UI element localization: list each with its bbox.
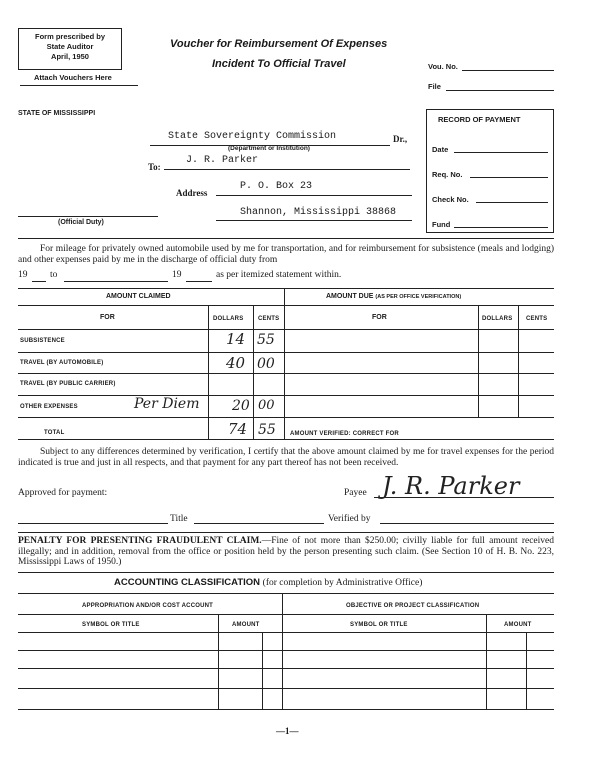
col-cents-right: CENTS [526,316,548,322]
certification-text: Subject to any differences determined by verification, I certify that the above amount claimed by me for travel expenses for the period indicated is true and just in all respects, and that payment for any part thereof has not been received. [18,447,554,468]
travel-auto-cents: 00 [257,356,275,372]
statement-period: 19 [18,270,28,280]
symbol-header-left: SYMBOL OR TITLE [82,622,140,628]
form-prescribed-box [18,28,122,70]
address-line2: Shannon, Mississippi 38868 [240,207,397,218]
statement-year2: 19 [172,270,182,280]
title-label: Title [170,514,188,524]
amount-header-left: AMOUNT [232,622,260,628]
amount-due-header: AMOUNT DUE (AS PER OFFICE VERIFICATION) [326,293,462,300]
department-caption: (Department or Institution) [228,145,310,152]
total-dollars: 74 [228,420,248,438]
address-line1: P. O. Box 23 [240,181,313,192]
record-of-payment-title: RECORD OF PAYMENT [438,115,521,124]
department-value: State Sovereignty Commission [168,131,337,142]
file-label: File [428,82,441,91]
official-duty-caption: (Official Duty) [58,219,104,226]
statement-suffix: as per itemized statement within. [216,270,342,280]
payee-label: Payee [344,488,367,498]
amount-claimed-header: AMOUNT CLAIMED [106,293,171,300]
total-cents: 55 [258,422,276,438]
travel-auto-dollars: 40 [226,354,246,372]
col-for-right: FOR [372,314,387,321]
accounting-title: ACCOUNTING CLASSIFICATION (for completion by Administrative Office) [114,577,423,588]
objective-header: OBJECTIVE OR PROJECT CLASSIFICATION [346,603,480,609]
col-dollars-left: DOLLARS [213,316,244,322]
symbol-header-right: SYMBOL OR TITLE [350,622,408,628]
record-fund-label: Fund [432,220,451,229]
form-prescribed-line: State Auditor [46,42,94,51]
form-prescribed-line: April, 1950 [51,52,89,61]
record-req-field[interactable] [470,177,548,178]
file-field[interactable] [446,90,554,91]
attach-vouchers-label: Attach Vouchers Here [34,73,112,82]
subsistence-cents: 55 [257,332,275,348]
to-label: To: [148,162,161,172]
record-date-field[interactable] [454,152,548,153]
page-number: —1— [276,726,299,736]
other-cents: 00 [258,398,275,413]
to-name: J. R. Parker [186,155,259,166]
statement-text: For mileage for privately owned automobile used by me for transportation, and for reimbursement for subsistence (meals and lodging) and other expenses paid by me in the discharge of official duty from [18,244,554,265]
col-for-left: FOR [100,314,115,321]
approved-signature-line[interactable] [18,523,168,524]
record-fund-field[interactable] [454,227,548,228]
row-other-label: OTHER EXPENSES [20,404,78,410]
record-date-label: Date [432,145,449,154]
form-title: Voucher for Reimbursement Of Expenses [170,38,388,50]
vou-no-field[interactable] [462,70,554,71]
form-subtitle: Incident To Official Travel [212,58,346,70]
row-subsistence-label: SUBSISTENCE [20,338,65,344]
appropriation-header: APPROPRIATION AND/OR COST ACCOUNT [82,603,214,609]
per-diem-note: Per Diem [134,396,200,412]
other-dollars: 20 [232,398,250,414]
form-prescribed-line: Form prescribed by [34,32,106,41]
record-check-label: Check No. [432,195,469,204]
row-travel-auto-label: TRAVEL (BY AUTOMOBILE) [20,360,104,366]
row-travel-public-label: TRAVEL (BY PUBLIC CARRIER) [20,381,116,387]
payee-signature: J. R. Parker [382,472,520,500]
record-check-field[interactable] [476,202,548,203]
col-dollars-right: DOLLARS [482,316,513,322]
penalty-text: PENALTY FOR PRESENTING FRAUDULENT CLAIM.—Fine of not more than $250.00; civilly liable for full amount received illegally; and in addition, removal from the office or position held by the person presenting such claim. (See Section 10 of H. B. No. 223, Mississippi Laws of 1950.) [18,536,554,567]
col-cents-left: CENTS [258,316,280,322]
row-total-label: TOTAL [44,430,65,436]
penalty-heading: PENALTY FOR PRESENTING FRAUDULENT CLAIM. [18,536,262,546]
state-label: STATE OF MISSISSIPPI [18,110,96,117]
subsistence-dollars: 14 [226,330,246,348]
record-req-label: Req. No. [432,170,463,179]
dr-label: Dr., [393,134,408,144]
address-label: Address [176,188,208,198]
vou-no-label: Vou. No. [428,62,458,71]
statement-to: to [50,270,58,280]
amount-header-right: AMOUNT [504,622,532,628]
title-field[interactable] [194,523,324,524]
approved-label: Approved for payment: [18,488,108,498]
verified-by-label: Verified by [328,514,371,524]
amount-verified-label: AMOUNT VERIFIED: CORRECT FOR [290,431,399,437]
verified-by-field[interactable] [380,523,554,524]
